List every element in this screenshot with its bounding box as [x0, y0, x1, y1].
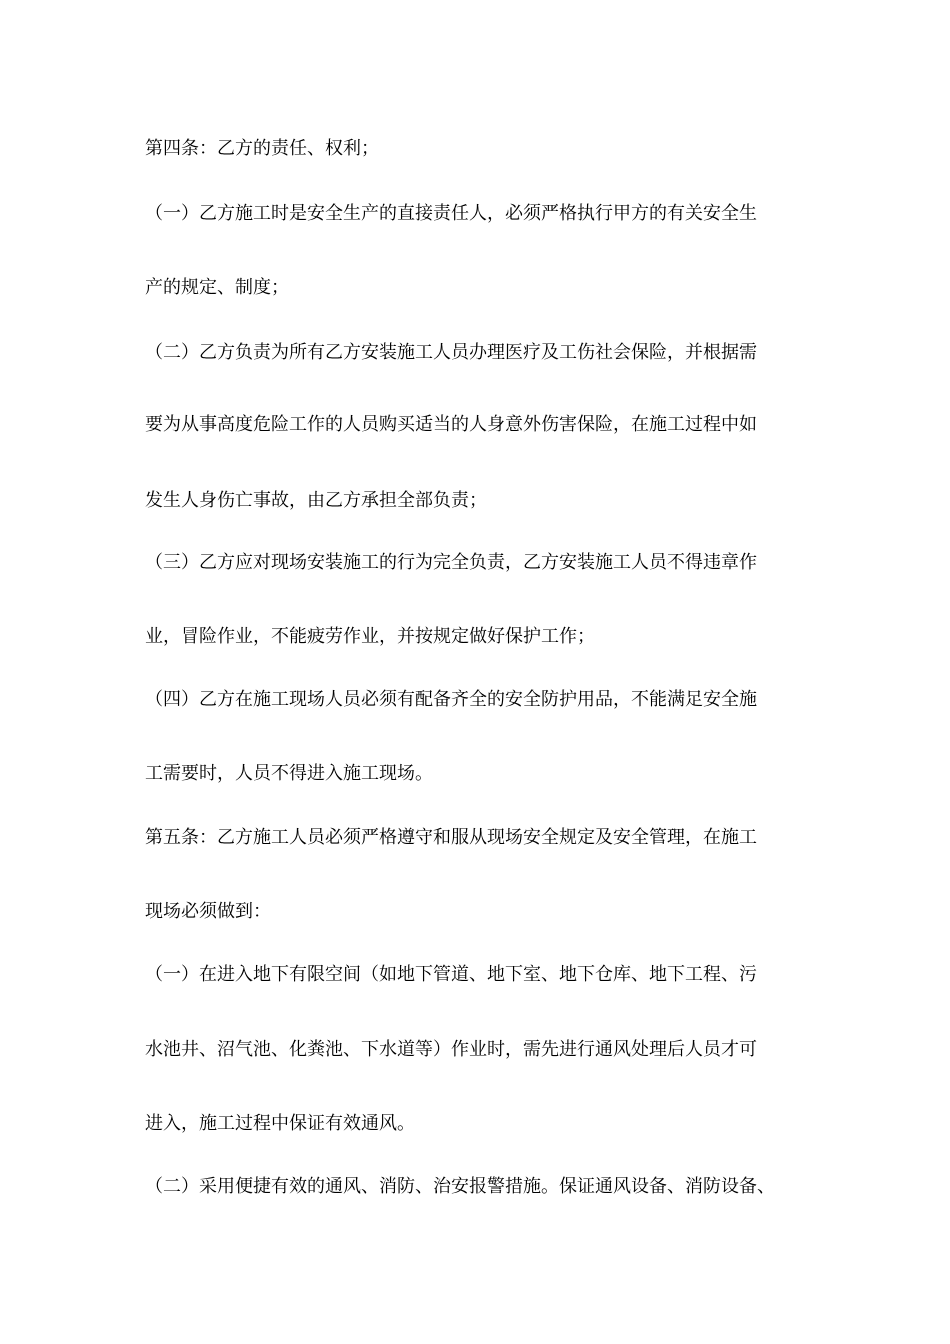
clause-4-2-line-2: 要为从事高度危险工作的人员购买适当的人身意外伤害保险，在施工过程中如	[145, 414, 757, 435]
clause-5-1-line-3: 进入，施工过程中保证有效通风。	[145, 1113, 415, 1134]
clause-4-3-line-2: 业，冒险作业，不能疲劳作业，并按规定做好保护工作；	[145, 626, 595, 647]
article-5-line-2: 现场必须做到：	[145, 901, 271, 922]
clause-4-1-line-1: （一）乙方施工时是安全生产的直接责任人，必须严格执行甲方的有关安全生	[145, 203, 757, 224]
clause-5-1-line-1: （一）在进入地下有限空间（如地下管道、地下室、地下仓库、地下工程、污	[145, 964, 757, 985]
clause-5-1-line-2: 水池井、沼气池、化粪池、下水道等）作业时，需先进行通风处理后人员才可	[145, 1039, 757, 1060]
clause-4-3-line-1: （三）乙方应对现场安装施工的行为完全负责，乙方安装施工人员不得违章作	[145, 552, 757, 573]
clause-4-2-line-3: 发生人身伤亡事故，由乙方承担全部负责；	[145, 490, 487, 511]
clause-4-4-line-1: （四）乙方在施工现场人员必须有配备齐全的安全防护用品，不能满足安全施	[145, 689, 757, 710]
clause-5-2-line-1: （二）采用便捷有效的通风、消防、治安报警措施。保证通风设备、消防设备、	[145, 1176, 775, 1197]
article-5-line-1: 第五条：乙方施工人员必须严格遵守和服从现场安全规定及安全管理，在施工	[145, 827, 757, 848]
article-4-heading: 第四条：乙方的责任、权利；	[145, 138, 379, 159]
clause-4-2-line-1: （二）乙方负责为所有乙方安装施工人员办理医疗及工伤社会保险，并根据需	[145, 342, 757, 363]
clause-4-1-line-2: 产的规定、制度；	[145, 277, 289, 298]
clause-4-4-line-2: 工需要时，人员不得进入施工现场。	[145, 763, 433, 784]
